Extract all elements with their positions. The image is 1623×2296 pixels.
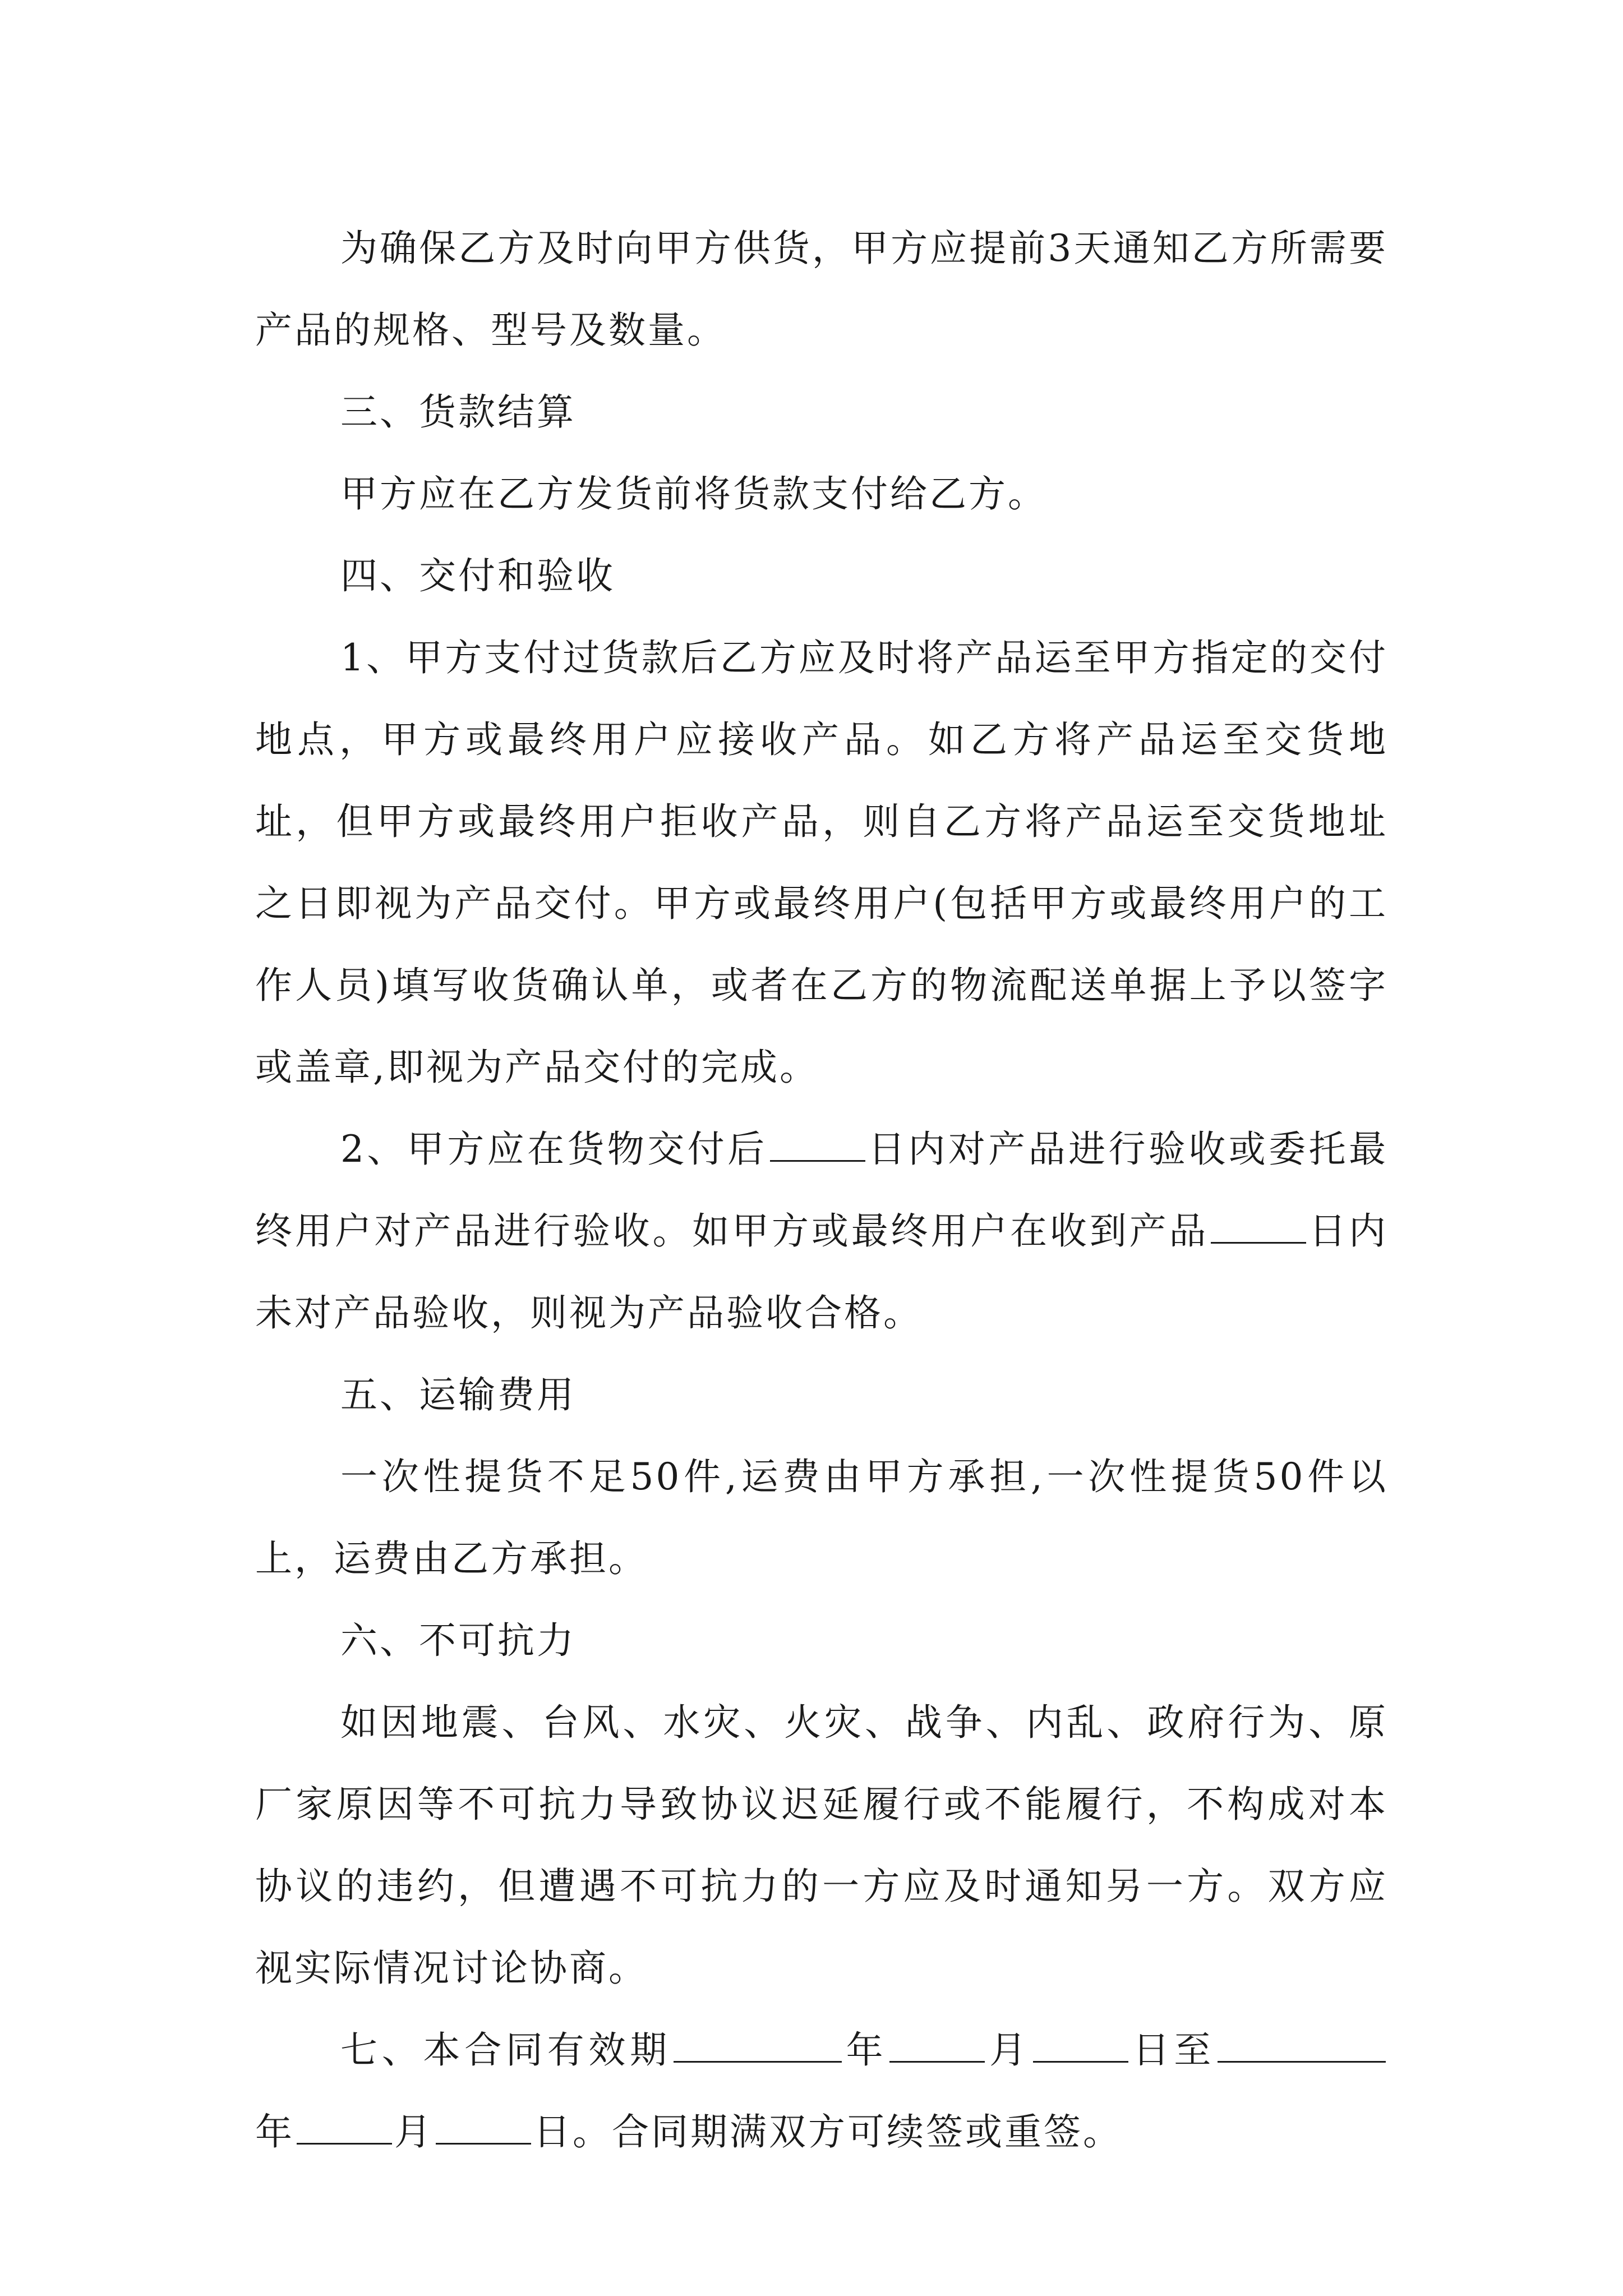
- paragraph-text: 日内对产品进行验收或委托最终用户对产品进行验收。如甲方或最终用户在收到产品: [255, 1128, 1388, 1253]
- section-heading-freight: [255, 1354, 1388, 1436]
- blank-field[interactable]: [1033, 2028, 1128, 2063]
- paragraph-validity: [255, 2009, 1388, 2173]
- paragraph-freight: [255, 1436, 1388, 1600]
- blank-field[interactable]: [1211, 1209, 1306, 1244]
- blank-field[interactable]: [1218, 2028, 1386, 2063]
- blank-field[interactable]: [436, 2110, 531, 2145]
- heading-text: 六、不可抗力: [340, 1619, 576, 1662]
- blank-field[interactable]: [889, 2028, 985, 2063]
- paragraph-text: 日至: [1130, 2028, 1216, 2072]
- paragraph-text: 年: [843, 2028, 888, 2072]
- paragraph-text: 为确保乙方及时向甲方供货，甲方应提前3天通知乙方所需要产品的规格、型号及数量。: [255, 227, 1388, 352]
- section-heading-force-majeure: [255, 1600, 1388, 1682]
- paragraph-force-majeure: [255, 1682, 1388, 2009]
- blank-field[interactable]: [770, 1128, 865, 1162]
- document-page: [255, 208, 1388, 2173]
- paragraph-delivery-2: [255, 1108, 1388, 1354]
- heading-text: 四、交付和验收: [340, 554, 615, 597]
- paragraph-text: 月: [394, 2110, 434, 2154]
- section-heading-payment: [255, 371, 1388, 453]
- heading-text: 三、货款结算: [340, 390, 576, 434]
- paragraph-text: 日内未对产品验收，则视为产品验收合格。: [255, 1209, 1389, 1335]
- paragraph-text: 七、本合同有效期: [340, 2028, 671, 2072]
- paragraph-text: 甲方应在乙方发货前将货款支付给乙方。: [340, 472, 1047, 516]
- paragraph-supply-notice: [255, 208, 1388, 371]
- paragraph-text: 年: [255, 2110, 294, 2154]
- section-heading-delivery: [255, 535, 1388, 617]
- paragraph-text: 日。合同期满双方可续签或重签。: [533, 2110, 1122, 2154]
- paragraph-delivery-1: [255, 617, 1388, 1108]
- paragraph-payment: [255, 453, 1388, 535]
- paragraph-text: 一次性提货不足50件,运费由甲方承担,一次性提货50件以上，运费由乙方承担。: [255, 1455, 1388, 1580]
- paragraph-text: 如因地震、台风、水灾、火灾、战争、内乱、政府行为、原厂家原因等不可抗力导致协议迟延履行或不能履行，不构成对本协议的违约，但遭遇不可抗力的一方应及时通知另一方。双方应视实际情况讨论协商。: [255, 1701, 1388, 1990]
- blank-field[interactable]: [297, 2110, 392, 2145]
- paragraph-text: 2、甲方应在货物交付后: [340, 1128, 768, 1171]
- blank-field[interactable]: [674, 2028, 842, 2063]
- paragraph-text: 月: [987, 2028, 1031, 2072]
- paragraph-text: 1、甲方支付过货款后乙方应及时将产品运至甲方指定的交付地点，甲方或最终用户应接收产品。如乙方将产品运至交货地址，但甲方或最终用户拒收产品，则自乙方将产品运至交货地址之日即视为产品交付。甲方或最终用户(包括甲方或最终用户的工作人员)填写收货确认单，或者在乙方的物流配送单据上予以签字或盖章,即视为产品交付的完成。: [255, 636, 1388, 1089]
- heading-text: 五、运输费用: [340, 1373, 576, 1416]
